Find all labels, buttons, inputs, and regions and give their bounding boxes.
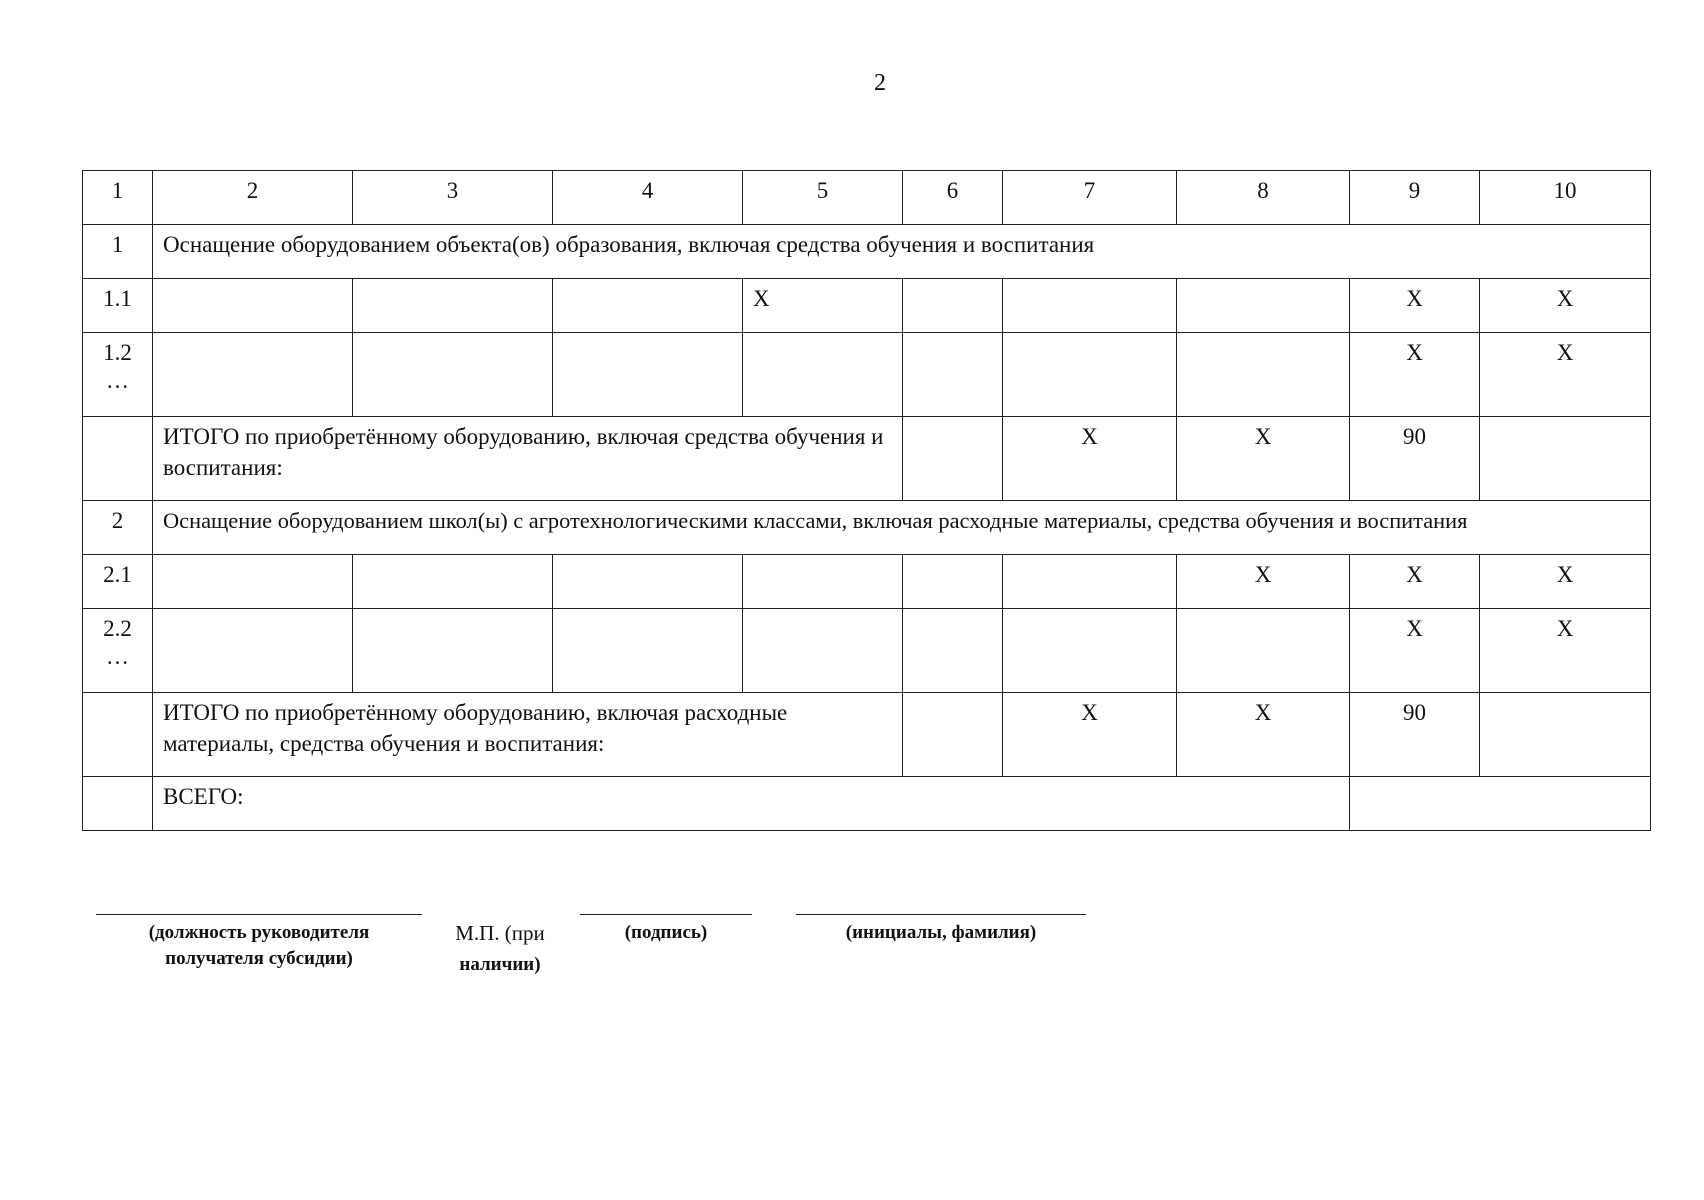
- row-2-2: [83, 609, 1651, 693]
- row-1-2-col-5: [743, 333, 903, 417]
- section-1-number: 1: [83, 225, 153, 279]
- row-1-1-number: 1.1: [83, 279, 153, 333]
- stamp-caption-line-1: М.П. (при: [455, 921, 545, 945]
- position-caption: [96, 920, 422, 972]
- row-1-1-col-7: [1003, 279, 1177, 333]
- grand-total-label: ВСЕГО:: [153, 777, 1350, 831]
- col-header-10: 10: [1480, 171, 1651, 225]
- position-caption-line-2: получателя субсидии): [165, 948, 353, 969]
- row-2-1-col-5: [743, 555, 903, 609]
- row-1-1-col-6: [903, 279, 1003, 333]
- section-2-title-row: [83, 501, 1651, 555]
- row-2-1-col-3: [353, 555, 553, 609]
- row-1-2-col-9: X: [1350, 333, 1480, 417]
- signature-line: [580, 914, 752, 915]
- section-2-number: 2: [83, 501, 153, 555]
- row-1-2-ellipsis: …: [106, 368, 129, 393]
- row-1-2-col-8: [1177, 333, 1350, 417]
- section-2-total-number: [83, 693, 153, 777]
- grand-total-value: [1350, 777, 1651, 831]
- section-2-total-row: [83, 693, 1651, 777]
- section-2-total-col-7: X: [1003, 693, 1177, 777]
- col-header-4: 4: [553, 171, 743, 225]
- row-1-2-col-4: [553, 333, 743, 417]
- row-1-2-number-text: 1.2: [103, 340, 132, 365]
- row-1-2-col-7: [1003, 333, 1177, 417]
- col-header-8: 8: [1177, 171, 1350, 225]
- row-2-2-col-5: [743, 609, 903, 693]
- section-2-title: Оснащение оборудованием школ(ы) с агротехнологическими классами, включая расходные материалы, средства обучения и воспитания: [153, 501, 1651, 555]
- col-header-1: 1: [83, 171, 153, 225]
- row-1-1-col-2: [153, 279, 353, 333]
- section-2-total-col-10: [1480, 693, 1651, 777]
- section-1-total-col-7: X: [1003, 417, 1177, 501]
- col-header-6: 6: [903, 171, 1003, 225]
- signature-block: [0, 900, 1704, 1000]
- row-2-2-col-4: [553, 609, 743, 693]
- col-header-5: 5: [743, 171, 903, 225]
- section-2-total-col-9: 90: [1350, 693, 1480, 777]
- row-1-1: [83, 279, 1651, 333]
- row-1-1-col-5: X: [743, 279, 903, 333]
- row-2-1-col-4: [553, 555, 743, 609]
- row-2-1-col-10: X: [1480, 555, 1651, 609]
- stamp-caption: [443, 918, 557, 980]
- row-2-1-col-6: [903, 555, 1003, 609]
- row-2-2-col-6: [903, 609, 1003, 693]
- col-header-9: 9: [1350, 171, 1480, 225]
- position-caption-line-1: (должность руководителя: [148, 922, 370, 943]
- initials-caption: (инициалы, фамилия): [845, 922, 1037, 943]
- row-1-2-number: [83, 333, 153, 417]
- col-header-2: 2: [153, 171, 353, 225]
- row-1-2-col-10: X: [1480, 333, 1651, 417]
- row-2-2-col-9: X: [1350, 609, 1480, 693]
- row-1-1-col-9: X: [1350, 279, 1480, 333]
- row-2-2-col-2: [153, 609, 353, 693]
- row-2-1-col-9: X: [1350, 555, 1480, 609]
- row-2-1-col-8: X: [1177, 555, 1350, 609]
- row-2-2-col-8: [1177, 609, 1350, 693]
- section-1-total-number: [83, 417, 153, 501]
- grand-total-row: [83, 777, 1651, 831]
- row-1-2-col-3: [353, 333, 553, 417]
- row-2-1: [83, 555, 1651, 609]
- section-2-total-col-6: [903, 693, 1003, 777]
- grand-total-number: [83, 777, 153, 831]
- page-number: 2: [874, 70, 886, 96]
- section-1-total-col-6: [903, 417, 1003, 501]
- row-1-1-col-4: [553, 279, 743, 333]
- row-2-1-number: 2.1: [83, 555, 153, 609]
- section-1-total-label: ИТОГО по приобретённому оборудованию, включая средства обучения и воспитания:: [153, 417, 903, 501]
- position-signature-line: [96, 914, 422, 915]
- row-1-1-col-3: [353, 279, 553, 333]
- section-1-title: Оснащение оборудованием объекта(ов) образования, включая средства обучения и воспитания: [153, 225, 1651, 279]
- section-1-total-row: [83, 417, 1651, 501]
- row-2-1-col-2: [153, 555, 353, 609]
- row-1-1-col-10: X: [1480, 279, 1651, 333]
- row-1-2-col-6: [903, 333, 1003, 417]
- row-1-1-col-8: [1177, 279, 1350, 333]
- row-2-2-number-text: 2.2: [103, 616, 132, 641]
- section-2-total-col-8: X: [1177, 693, 1350, 777]
- column-number-row: [83, 171, 1651, 225]
- section-1-total-col-8: X: [1177, 417, 1350, 501]
- row-1-2: [83, 333, 1651, 417]
- row-2-2-col-7: [1003, 609, 1177, 693]
- subsidy-equipment-table: [82, 170, 1651, 831]
- section-1-title-row: [83, 225, 1651, 279]
- initials-line: [796, 914, 1086, 915]
- signature-caption: (подпись): [624, 922, 708, 943]
- row-1-2-col-2: [153, 333, 353, 417]
- stamp-caption-line-2: наличии): [459, 954, 541, 975]
- row-2-2-number: [83, 609, 153, 693]
- section-1-total-col-9: 90: [1350, 417, 1480, 501]
- col-header-3: 3: [353, 171, 553, 225]
- row-2-2-ellipsis: …: [106, 644, 129, 669]
- section-1-total-col-10: [1480, 417, 1651, 501]
- section-2-total-label: ИТОГО по приобретённому оборудованию, включая расходные материалы, средства обучения и воспитания:: [153, 693, 903, 777]
- row-2-2-col-3: [353, 609, 553, 693]
- row-2-2-col-10: X: [1480, 609, 1651, 693]
- col-header-7: 7: [1003, 171, 1177, 225]
- row-2-1-col-7: [1003, 555, 1177, 609]
